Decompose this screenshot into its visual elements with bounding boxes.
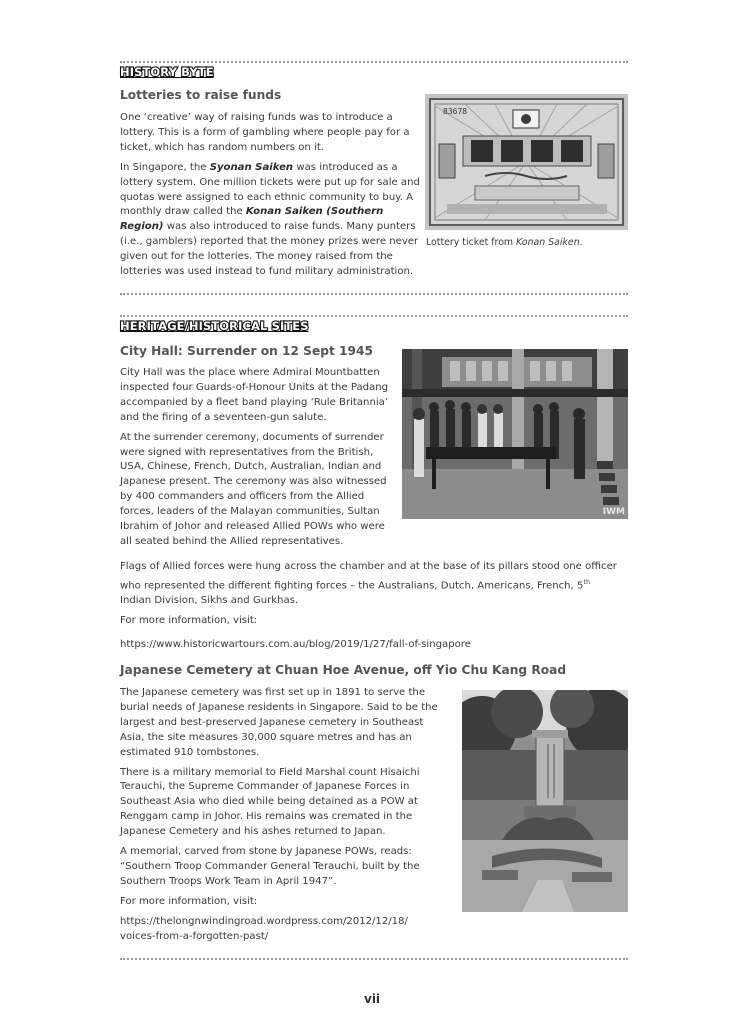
caption-text-a: Lottery ticket from [426,237,517,248]
history-byte-badge: HISTORY BYTE [120,65,214,79]
cemetery-link-line-2: voices-from-a-forgotten-past/ [120,930,269,942]
cemetery-paragraph-2: There is a military memorial to Field Marshal count Hisaichi Terauchi, the Supreme Commander of Japanese Forces in Southeast Asia who died while being detained as a POW at Renggam camp in Johor. His remains was cremated in the Japanese Cemetery and his ashes returned to Japan. [120,766,420,838]
city-hall-text-top [120,366,396,550]
p2-text-b: was introduced as a lottery system. One million tickets were put up for sale and quotas were assigned to each ethnic community to buy. A monthly draw called the [120,161,420,218]
p3-superscript: th [583,577,591,586]
heritage-top-divider [120,315,628,317]
lottery-ticket-image [425,94,628,230]
cemetery-memorial-graphic [462,690,628,912]
lotteries-text [120,111,420,280]
cemetery-link-line-1: https://thelongnwindingroad.wordpress.com/2012/12/18/ [120,915,408,927]
cemetery-paragraph-3: A memorial, carved from stone by Japanese POWs, reads: “Southern Troop Commander General Terauchi, built by the Southern Troops Work Team in April 1947”. [120,846,420,887]
cemetery-link[interactable] [120,915,440,945]
iwm-watermark: IWM [602,507,625,517]
cemetery-more-info: For more information, visit: [120,895,258,907]
cemetery-title: Japanese Cemetery at Chuan Hoe Avenue, off Yio Chu Kang Road [120,663,567,677]
city-hall-title: City Hall: Surrender on 12 Sept 1945 [120,344,373,358]
cemetery-text [120,686,440,945]
city-hall-paragraph-2: At the surrender ceremony, documents of surrender were signed with representatives from the British, USA, Chinese, French, Dutch, Australian, Indian and Japanese present. The ceremony was also witnessed by 400 commanders and officers from the Allied forces, leaders of the Malayan communities, Sultan Ibrahim of Johor and released Allied POWs who were all seated behind the Allied representatives. [120,431,387,547]
lotteries-paragraph-1: One ‘creative’ way of raising funds was to introduce a lottery. This is a form of gambling where people pay for a ticket, which has random numbers on it. [120,112,410,153]
lotteries-title: Lotteries to raise funds [120,88,282,102]
city-hall-text-bottom [120,560,620,653]
p2-text-a: In Singapore, the [120,161,210,173]
heritage-badge: HERITAGE/HISTORICAL SITES [120,319,309,333]
lotteries-paragraph-2 [120,161,428,280]
p2-text-c: was also introduced to raise funds. Many punters (i.e., gamblers) reported that the money prizes were never given out for the lotteries. The money raised from the lotteries was used instead to fund military administration. [120,221,419,278]
city-hall-link[interactable]: https://www.historicwartours.com.au/blog/2019/1/27/fall-of-singapore [120,638,471,650]
konan-saiken-term: Konan Saiken (Southern Region) [120,206,384,233]
surrender-ceremony-graphic [402,349,628,519]
city-hall-paragraph-1: City Hall was the place where Admiral Mountbatten inspected four Guards-of-Honour Units at the Padang accompanied by a fleet band playing ‘Rule Britannia’ and the firing of a seventeen-gun salute. [120,367,389,423]
cemetery-memorial-photo [462,690,628,912]
bottom-divider [120,958,628,960]
caption-term: Konan Saiken [516,237,580,248]
p3-text-b: Indian Division, Sikhs and Gurkhas. [120,595,299,607]
top-divider [120,61,628,63]
history-byte-bottom-divider [120,293,628,295]
city-hall-more-info: For more information, visit: [120,615,258,627]
syonan-saiken-term: Syonan Saiken [209,161,294,173]
surrender-ceremony-photo [402,349,628,519]
page-number: vii [364,992,381,1006]
ticket-serial: 83678 [443,107,468,116]
city-hall-paragraph-3 [120,560,620,609]
p3-text-a: Flags of Allied forces were hung across the chamber and at the base of its pillars stood one officer who represented the different fighting forces – the Australians, Dutch, Americans, French, 5 [120,561,617,592]
lottery-ticket-caption [426,237,583,248]
caption-text-b: . [579,237,583,248]
cemetery-paragraph-1: The Japanese cemetery was first set up in 1891 to serve the burial needs of Japanese residents in Singapore. Said to be the largest and best-preserved Japanese cemetery in Southeast Asia, the site measures 30,000 square metres and has an estimated 910 tombstones. [120,687,438,758]
